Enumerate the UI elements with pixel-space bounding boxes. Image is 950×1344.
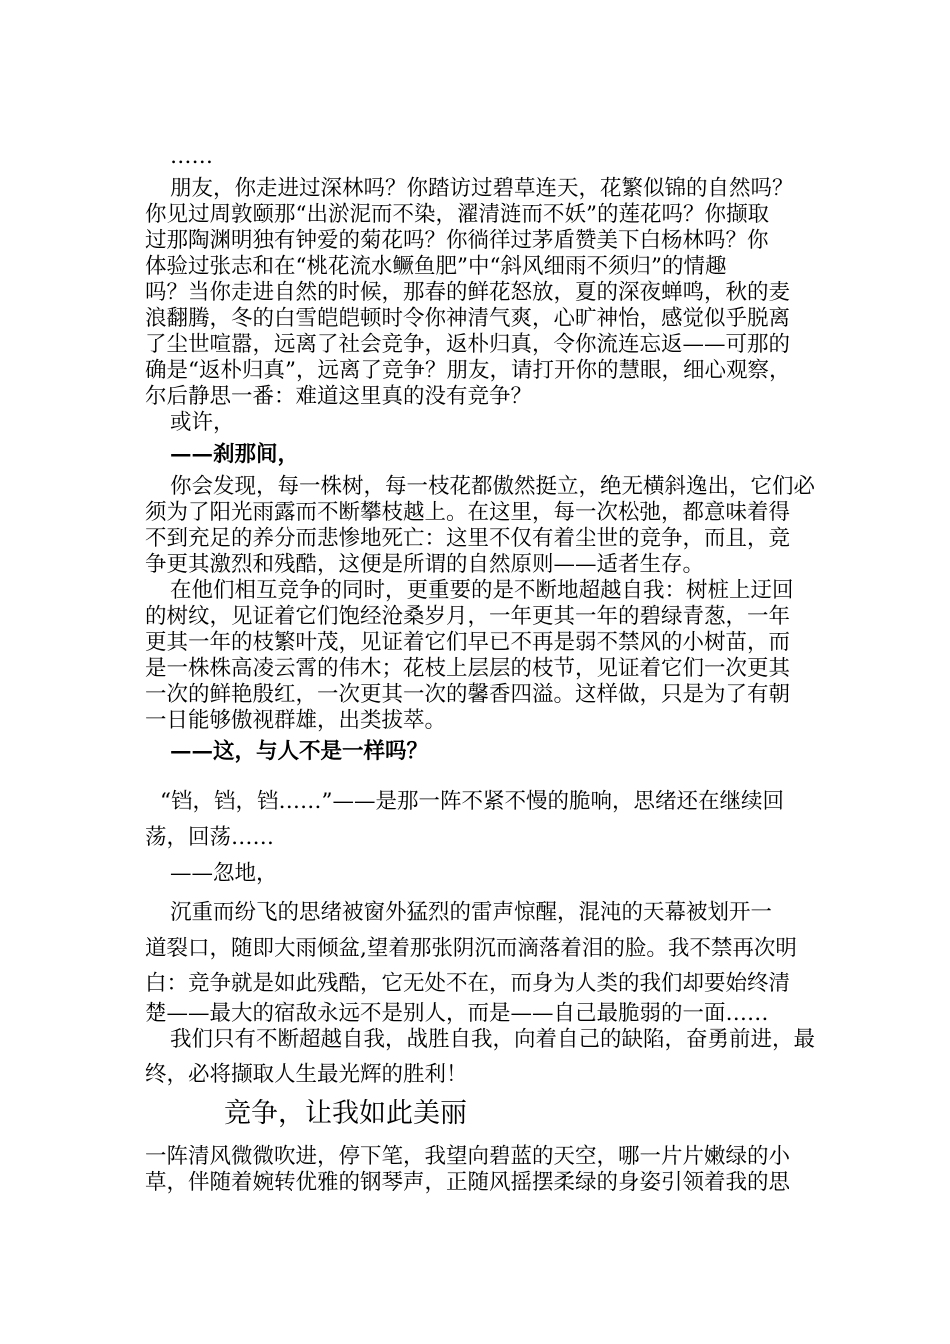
paragraph-line: 白：竞争就是如此残酷，它无处不在，而身为人类的我们却要始终清 — [145, 971, 791, 996]
paragraph-line: 荡，回荡…… — [145, 825, 275, 850]
paragraph-line: 过那陶渊明独有钟爱的菊花吗？你徜徉过茅盾赞美下白杨林吗？你 — [145, 228, 769, 253]
paragraph-line: 道裂口，随即大雨倾盆,望着那张阴沉而滴落着泪的脸。我不禁再次明 — [145, 936, 797, 961]
paragraph-line: 是一株株高凌云霄的伟木；花枝上层层的枝节，见证着它们一次更其 — [145, 656, 791, 681]
paragraph-line: 体验过张志和在“桃花流水鳜鱼肥”中“斜风细雨不须归”的情趣 — [145, 254, 727, 279]
paragraph-line: 沉重而纷飞的思绪被窗外猛烈的雷声惊醒，混沌的天幕被划开一 — [170, 900, 773, 925]
paragraph-line: 楚——最大的宿敌永远不是别人，而是——自己最脆弱的一面…… — [145, 1001, 769, 1026]
paragraph-line: 的树纹，见证着它们饱经沧桑岁月，一年更其一年的碧绿青葱，一年 — [145, 604, 791, 629]
paragraph-line: 须为了阳光雨露而不断攀枝越上。在这里，每一次松弛，都意味着得 — [145, 500, 791, 525]
paragraph-line: 一次的鲜艳殷红，一次更其一次的馨香四溢。这样做，只是为了有朝 — [145, 682, 791, 707]
paragraph-line: 在他们相互竞争的同时，更重要的是不断地超越自我：树桩上迂回 — [170, 578, 794, 603]
paragraph-line: 终，必将撷取人生最光辉的胜利！ — [145, 1062, 468, 1087]
paragraph-line: 一日能够傲视群雄，出类拔萃。 — [145, 708, 447, 733]
paragraph-line: 或许， — [170, 410, 235, 435]
paragraph-line: 草，伴随着婉转优雅的钢琴声，正随风摇摆柔绿的身姿引领着我的思 — [145, 1170, 791, 1195]
paragraph-line: 你会发现，每一株树，每一枝花都傲然挺立，绝无横斜逸出，它们必 — [170, 474, 816, 499]
paragraph-line: “铛，铛，铛……”——是那一阵不紧不慢的脆响，思绪还在继续回 — [160, 789, 784, 814]
paragraph-line: 我们只有不断超越自我，战胜自我，向着自己的缺陷，奋勇前进，最 — [170, 1027, 816, 1052]
paragraph-line: 朋友，你走进过深林吗？你踏访过碧草连天，花繁似锦的自然吗？ — [170, 176, 794, 201]
paragraph-line: …… — [170, 144, 213, 169]
paragraph-line: 确是“返朴归真”，远离了竞争？朋友，请打开你的慧眼，细心观察， — [145, 358, 791, 383]
paragraph-line: ——忽地， — [170, 861, 278, 886]
paragraph-line: 不到充足的养分而悲惨地死亡：这里不仅有着尘世的竞争，而且，竞 — [145, 526, 791, 551]
paragraph-line: 浪翻腾，冬的白雪皑皑顿时令你神清气爽，心旷神怡，感觉似乎脱离 — [145, 306, 791, 331]
paragraph-line: 了尘世喧嚣，远离了社会竞争，返朴归真，令你流连忘返——可那的 — [145, 332, 791, 357]
paragraph-line: ——刹那间， — [170, 442, 300, 467]
paragraph-line: 争更其激烈和残酷，这便是所谓的自然原则——适者生存。 — [145, 552, 705, 577]
section-title: 竞争，让我如此美丽 — [224, 1098, 467, 1129]
paragraph-line: 你见过周敦颐那“出淤泥而不染，濯清涟而不妖”的莲花吗？你撷取 — [145, 202, 769, 227]
paragraph-line: 更其一年的枝繁叶茂，见证着它们早已不再是弱不禁风的小树苗，而 — [145, 630, 791, 655]
paragraph-line: 尔后静思一番：难道这里真的没有竞争？ — [145, 384, 533, 409]
paragraph-line: 吗？当你走进自然的时候，那春的鲜花怒放，夏的深夜蝉鸣，秋的麦 — [145, 280, 791, 305]
paragraph-line: 一阵清风微微吹进，停下笔，我望向碧蓝的天空，哪一片片嫩绿的小 — [145, 1144, 791, 1169]
paragraph-line: ——这，与人不是一样吗？ — [170, 739, 429, 764]
